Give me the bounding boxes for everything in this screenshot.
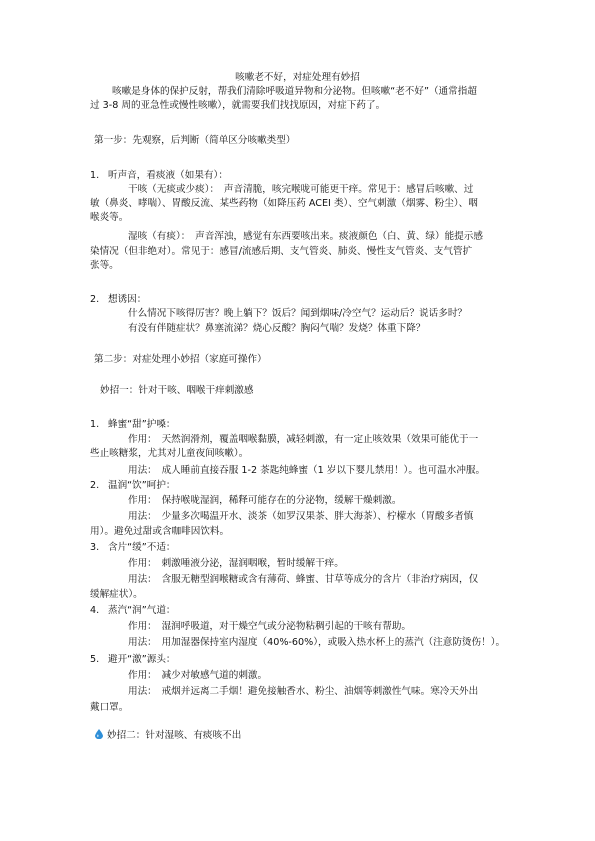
page-title: 咳嗽老不好，对症处理有妙招 xyxy=(235,72,360,83)
step1-item2-number: 2. xyxy=(90,294,100,305)
dry-cough-line-3: 喉炎等。 xyxy=(90,212,129,223)
tip-item-label: 含片“缓”不适： xyxy=(108,542,176,553)
tip-item-label: 温润“饮”呵护： xyxy=(108,480,176,491)
tip1-heading: 妙招一：针对干咳、咽喉干痒刺激感 xyxy=(100,385,254,396)
tip-item-usage-line: 缓解症状）。 xyxy=(90,589,143,600)
intro-line-1: 咳嗽是身体的保护反射，帮我们清除呼吸道异物和分泌物。但咳嗽“老不好”（通常指超 xyxy=(112,86,477,97)
tip-item-usage-line: 用）。避免过甜或含咖啡因饮料。 xyxy=(90,526,230,537)
tip-item-effect-line: 作用： 保持喉咙湿润，稀释可能存在的分泌物，缓解干燥刺激。 xyxy=(128,495,402,506)
tip-item-label: 避开“激”源头： xyxy=(108,654,176,665)
tip-item-usage-line: 用法： 少量多次喝温开水、淡茶（如罗汉果茶、胖大海茶）、柠檬水（胃酸多者慎 xyxy=(128,511,474,522)
tip-item-label: 蒸汽“润”气道： xyxy=(108,605,176,616)
tip-item-effect-line: 作用： 刺激唾液分泌，湿润咽喉，暂时缓解干痒。 xyxy=(128,558,344,569)
intro-line-2: 过 3-8 周的亚急性或慢性咳嗽），就需要我们找找原因，对症下药了。 xyxy=(90,100,386,111)
tip-item-number: 2. xyxy=(90,480,100,491)
tip2-heading: 妙招二：针对湿咳、有痰咳不出 xyxy=(107,730,242,741)
wet-cough-line-1: 湿咳（有痰）： 声音浑浊，感觉有东西要咳出来。痰液颜色（白、黄、绿）能提示感 xyxy=(128,231,483,242)
tip-item-usage-line: 用法： 戒烟并远离二手烟！避免接触香水、粉尘、油烟等刺激性气味。寒冷天外出 xyxy=(128,686,479,697)
wet-cough-line-2: 染情况（但非绝对）。常见于：感冒/流感后期、支气管炎、肺炎、慢性支气管炎、支气管扩 xyxy=(90,246,473,257)
tip-item-number: 4. xyxy=(90,605,100,616)
dry-cough-line-1: 干咳（无痰或少痰）： 声音清脆，咳完喉咙可能更干痒。常见于：感冒后咳嗽、过 xyxy=(128,184,474,195)
water-drop-icon xyxy=(95,729,103,739)
tip2-heading-row xyxy=(95,729,241,742)
trigger-line-1: 什么情况下咳得厉害？晚上躺下？饭后？闻到烟味/冷空气？运动后？说话多时？ xyxy=(128,308,468,319)
wet-cough-line-3: 张等。 xyxy=(90,260,119,271)
tip-item-effect-line: 作用： 湿润呼吸道，对干燥空气或分泌物粘稠引起的干咳有帮助。 xyxy=(128,621,412,632)
step1-heading: 第一步：先观察，后判断（简单区分咳嗽类型） xyxy=(94,135,296,146)
tip-item-effect-line: 些止咳糖浆，尤其对儿童夜间咳嗽）。 xyxy=(90,448,249,459)
tip-item-usage-line: 戴口罩。 xyxy=(90,702,129,713)
tip-item-number: 3. xyxy=(90,542,100,553)
tip-item-effect-line: 作用： 减少对敏感气道的刺激。 xyxy=(128,670,268,681)
step1-item1-number: 1. xyxy=(90,170,100,181)
step2-heading: 第二步：对症处理小妙招（家庭可操作） xyxy=(94,354,267,365)
dry-cough-line-2: 敏（鼻炎、哮喘）、胃酸反流、某些药物（如降压药 ACEI 类）、空气刺激（烟雾、粉尘）、咽 xyxy=(90,198,478,209)
tip-item-number: 5. xyxy=(90,654,100,665)
tip-item-label: 蜂蜜“甜”护嗓： xyxy=(108,419,176,430)
tip-item-number: 1. xyxy=(90,419,100,430)
step1-item1-label: 听声音，看痰液（如果有）： xyxy=(108,170,228,181)
tip-item-usage-line: 用法： 成人睡前直接吞服 1-2 茶匙纯蜂蜜（1 岁以下婴儿禁用！）。也可温水冲服。 xyxy=(128,465,486,476)
tip-item-effect-line: 作用： 天然润滑剂，覆盖咽喉黏膜，减轻刺激，有一定止咳效果（效果可能优于一 xyxy=(128,434,479,445)
step1-item2-label: 想诱因： xyxy=(108,294,147,305)
trigger-line-2: 有没有伴随症状？鼻塞流涕？烧心反酸？胸闷气喘？发烧？体重下降？ xyxy=(128,323,426,334)
tip-item-usage-line: 用法： 用加湿器保持室内湿度（40%-60%），或吸入热水杯上的蒸汽（注意防烫伤！）。 xyxy=(128,637,506,648)
tip-item-usage-line: 用法： 含服无糖型润喉糖或含有薄荷、蜂蜜、甘草等成分的含片（非治疗病因，仅 xyxy=(128,574,479,585)
